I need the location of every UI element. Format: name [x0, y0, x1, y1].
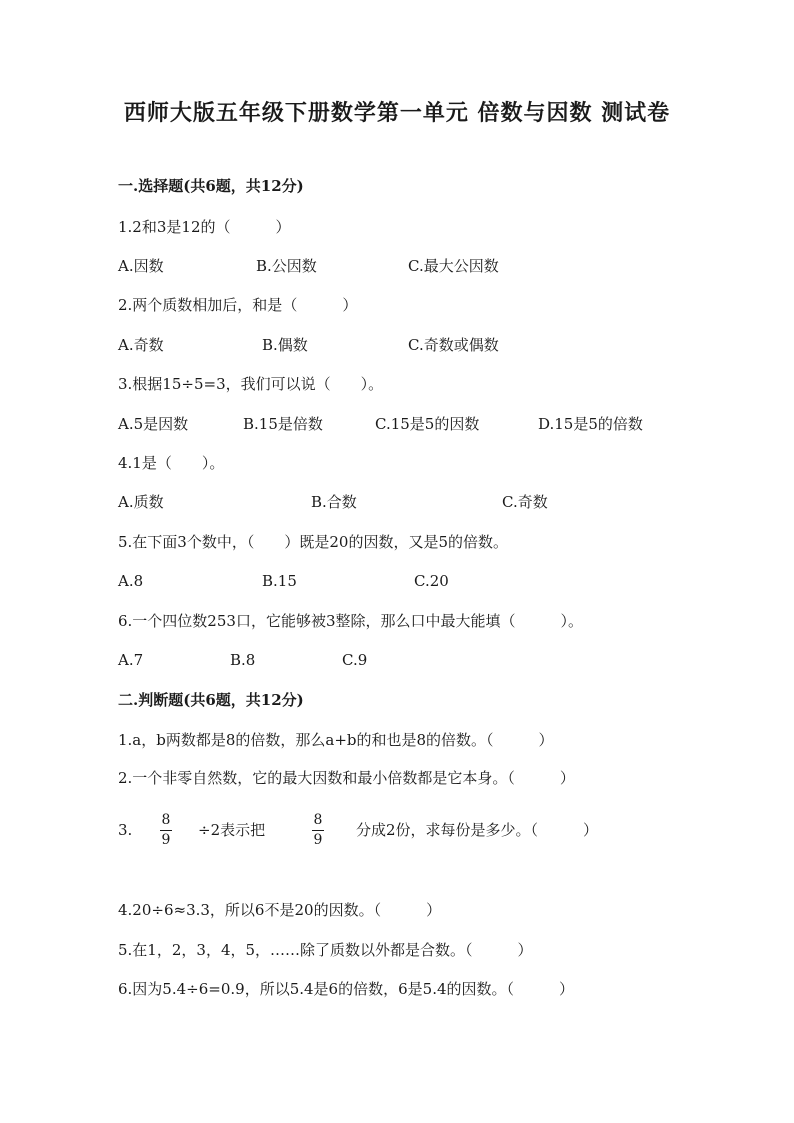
option-c: C.15是5的因数 — [375, 415, 480, 433]
judgement-3-middle: ÷2表示把 — [198, 821, 266, 839]
fraction-numerator: 8 — [161, 812, 171, 828]
question-5-options — [118, 571, 718, 591]
option-a: A.8 — [118, 572, 144, 590]
question-5-stem: 5.在下面3个数中，（ ）既是20的因数，又是5的倍数。 — [118, 533, 508, 551]
question-1-stem: 1.2和3是12的（ ） — [118, 218, 291, 236]
fraction-8-9-second — [312, 812, 324, 849]
judgement-4: 4.20÷6≈3.3，所以6不是20的因数。（ ） — [118, 901, 442, 919]
judgement-6: 6.因为5.4÷6=0.9，所以5.4是6的倍数，6是5.4的因数。（ ） — [118, 980, 575, 998]
fraction-denominator: 9 — [161, 832, 171, 848]
fraction-bar — [160, 830, 172, 831]
question-2-stem: 2.两个质数相加后，和是（ ） — [118, 296, 358, 314]
fraction-numerator: 8 — [313, 812, 323, 828]
judgement-3-number: 3. — [118, 821, 133, 839]
question-1-options — [118, 256, 718, 276]
option-b: B.合数 — [311, 493, 357, 511]
judgement-3 — [118, 812, 718, 848]
question-3-options — [118, 414, 718, 434]
fraction-bar — [312, 830, 324, 831]
section-heading-judgement: 二.判断题(共6题，共12分) — [118, 691, 304, 709]
fraction-denominator: 9 — [313, 832, 323, 848]
option-a: A.5是因数 — [118, 415, 189, 433]
section-heading-choice: 一.选择题(共6题，共12分) — [118, 177, 304, 195]
option-b: B.15 — [262, 572, 297, 590]
page-title: 西师大版五年级下册数学第一单元 倍数与因数 测试卷 — [123, 100, 671, 126]
option-b: B.公因数 — [256, 257, 317, 275]
question-6-options — [118, 650, 718, 670]
option-c: C.奇数 — [502, 493, 548, 511]
question-6-stem: 6.一个四位数253口，它能够被3整除，那么口中最大能填（ ）。 — [118, 612, 583, 630]
option-d: D.15是5的倍数 — [538, 415, 643, 433]
fraction-8-9 — [160, 812, 172, 849]
question-4-options — [118, 492, 718, 512]
option-a: A.7 — [118, 651, 144, 669]
question-4-stem: 4.1是（ ）。 — [118, 454, 225, 472]
option-b: B.15是倍数 — [243, 415, 323, 433]
judgement-3-tail: 分成2份，求每份是多少。（ ） — [356, 821, 599, 839]
question-3-stem: 3.根据15÷5=3，我们可以说（ ）。 — [118, 375, 384, 393]
judgement-1: 1.a，b两数都是8的倍数，那么a+b的和也是8的倍数。（ ） — [118, 731, 554, 749]
option-c: C.奇数或偶数 — [408, 336, 499, 354]
option-c: C.9 — [342, 651, 368, 669]
option-c: C.最大公因数 — [408, 257, 499, 275]
option-a: A.质数 — [118, 493, 164, 511]
option-a: A.奇数 — [118, 336, 164, 354]
question-2-options — [118, 335, 718, 355]
option-b: B.偶数 — [262, 336, 308, 354]
option-c: C.20 — [414, 572, 449, 590]
option-b: B.8 — [230, 651, 256, 669]
judgement-5: 5.在1，2，3，4，5，……除了质数以外都是合数。（ ） — [118, 941, 533, 959]
judgement-2: 2.一个非零自然数，它的最大因数和最小倍数都是它本身。（ ） — [118, 769, 575, 787]
option-a: A.因数 — [118, 257, 164, 275]
